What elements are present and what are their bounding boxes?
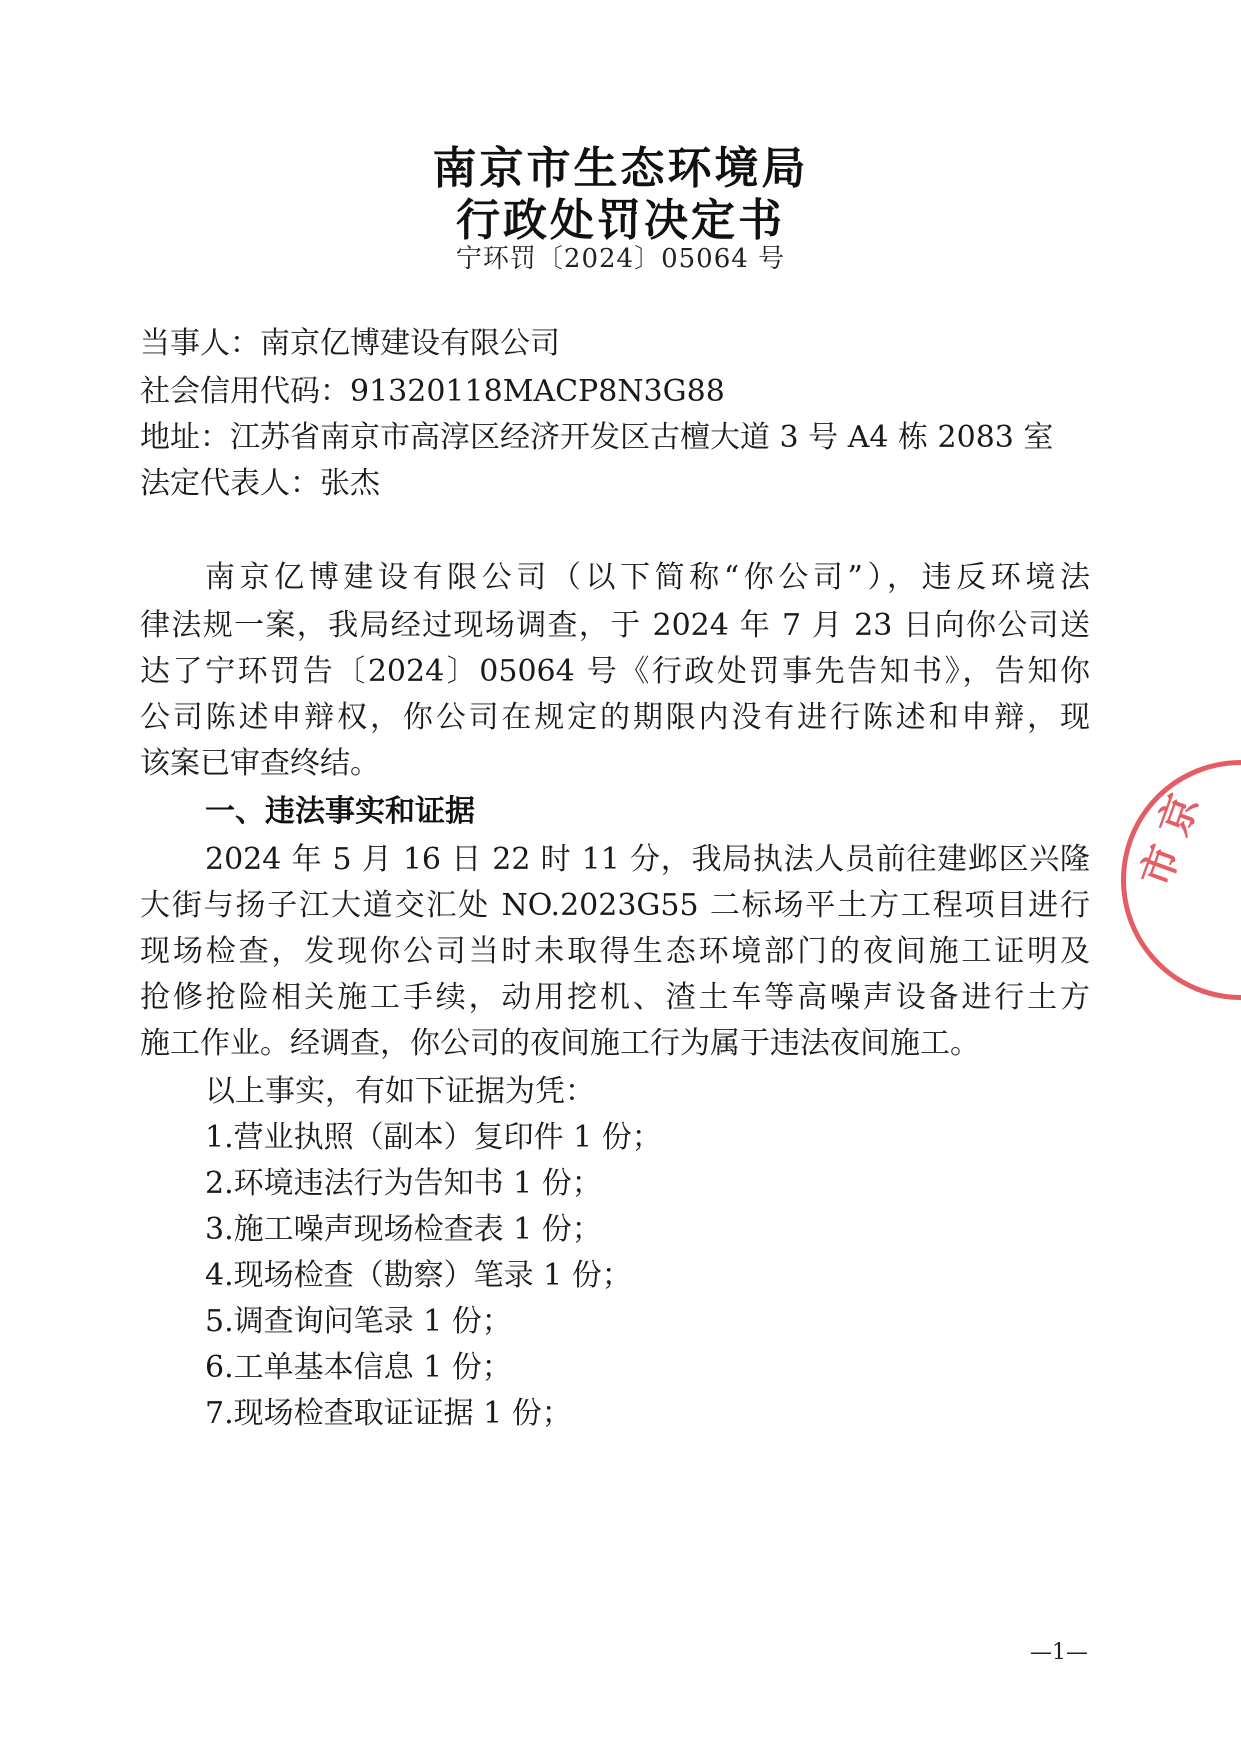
seal-text: 市 京 bbox=[1132, 788, 1208, 893]
evidence-item: 3.施工噪声现场检查表 1 份； bbox=[205, 1212, 602, 1247]
evidence-item: 7.现场检查取证证据 1 份； bbox=[205, 1396, 572, 1431]
evidence-item: 1.营业执照（副本）复印件 1 份； bbox=[205, 1120, 662, 1155]
official-seal bbox=[1121, 760, 1241, 1000]
document-title-line2: 行政处罚决定书 bbox=[456, 195, 785, 246]
party-credit-code: 社会信用代码：91320118MACP8N3G88 bbox=[140, 374, 725, 409]
intro-line: 南京亿博建设有限公司（以下简称“你公司”），违反环境法 bbox=[205, 560, 1090, 595]
party-legal-representative: 法定代表人：张杰 bbox=[140, 466, 380, 501]
facts-line: 2024 年 5 月 16 日 22 时 11 分，我局执法人员前往建邺区兴隆 bbox=[205, 842, 1090, 877]
document-title-line1: 南京市生态环境局 bbox=[432, 143, 809, 194]
evidence-intro: 以上事实，有如下证据为凭： bbox=[205, 1074, 595, 1109]
facts-line: 大街与扬子江大道交汇处 NO.2023G55 二标场平土方工程项目进行 bbox=[140, 888, 1090, 923]
evidence-item: 5.调查询问笔录 1 份； bbox=[205, 1304, 512, 1339]
page-number: —1— bbox=[1030, 1640, 1088, 1665]
document-number: 宁环罚〔2024〕05064 号 bbox=[455, 244, 786, 274]
intro-line: 达了宁环罚告〔2024〕05064 号《行政处罚事先告知书》，告知你 bbox=[140, 654, 1090, 689]
intro-line: 律法规一案，我局经过现场调查，于 2024 年 7 月 23 日向你公司送 bbox=[140, 608, 1090, 643]
intro-line: 该案已审查终结。 bbox=[140, 746, 380, 781]
evidence-item: 4.现场检查（勘察）笔录 1 份； bbox=[205, 1258, 632, 1293]
intro-line: 公司陈述申辩权，你公司在规定的期限内没有进行陈述和申辩，现 bbox=[140, 700, 1090, 735]
evidence-item: 6.工单基本信息 1 份； bbox=[205, 1350, 512, 1385]
facts-line: 施工作业。经调查，你公司的夜间施工行为属于违法夜间施工。 bbox=[140, 1026, 980, 1061]
evidence-item: 2.环境违法行为告知书 1 份； bbox=[205, 1166, 602, 1201]
facts-line: 现场检查，发现你公司当时未取得生态环境部门的夜间施工证明及 bbox=[140, 934, 1090, 969]
facts-line: 抢修抢险相关施工手续，动用挖机、渣土车等高噪声设备进行土方 bbox=[140, 980, 1090, 1015]
section-heading: 一、违法事实和证据 bbox=[205, 794, 475, 829]
party-address: 地址：江苏省南京市高淳区经济开发区古檀大道 3 号 A4 栋 2083 室 bbox=[140, 420, 1054, 455]
party-name: 当事人：南京亿博建设有限公司 bbox=[140, 326, 560, 361]
